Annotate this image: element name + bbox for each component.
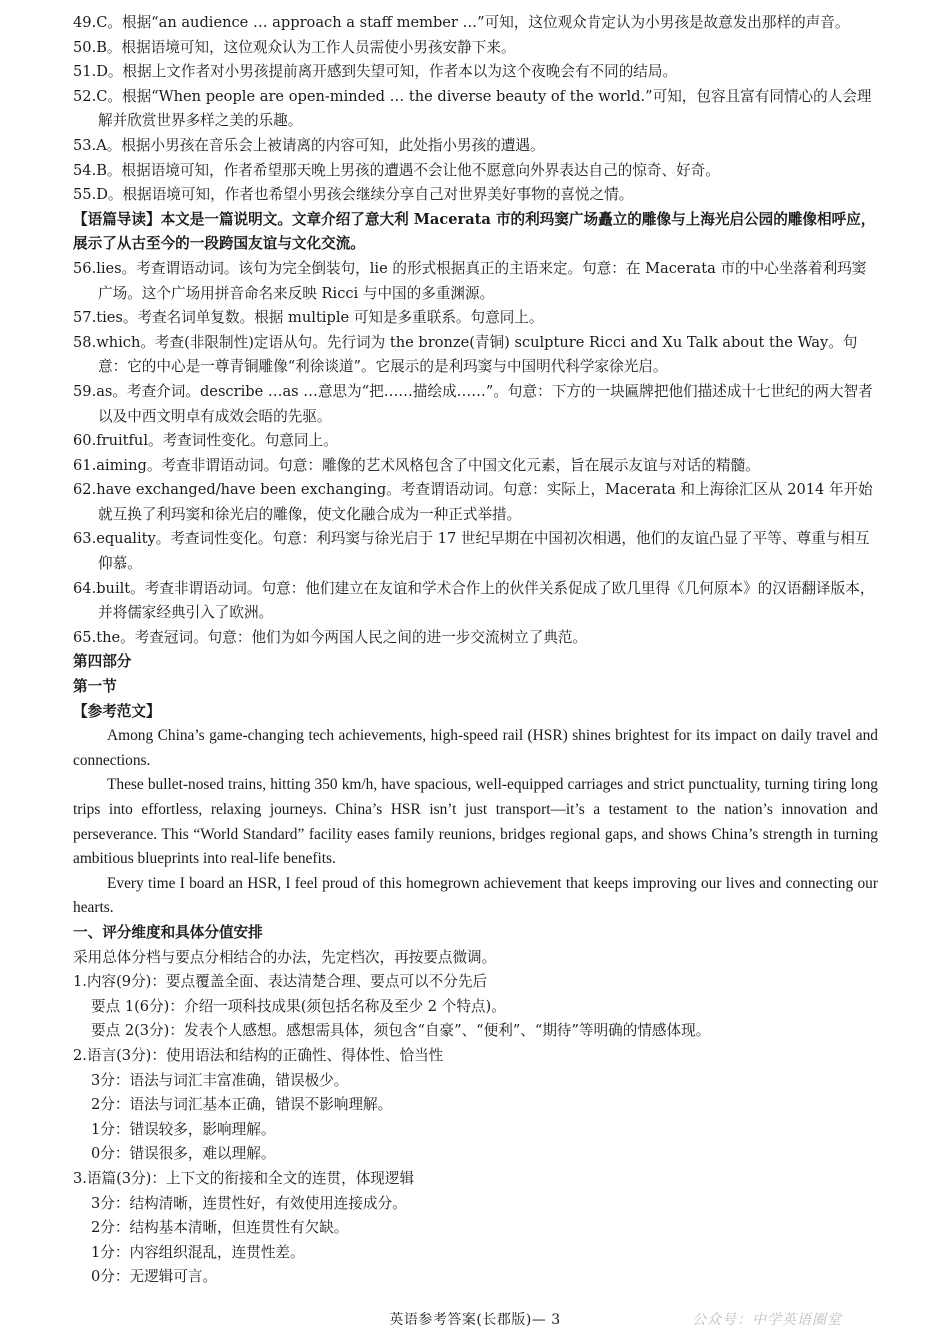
watermark: 公众号：中学英语圈堂 — [692, 1312, 842, 1328]
answer-item: 60.fruitful。考查词性变化。句意同上。 — [73, 432, 338, 450]
criterion-level: 3分：语法与词汇丰富准确，错误极少。 — [91, 1071, 349, 1089]
answer-item: 54.B。根据语境可知，作者希望那天晚上男孩的遭遇不会让他不愿意向外界表达自己的惊奇、好奇。 — [73, 161, 720, 179]
answer-item: 49.C。根据“an audience … approach a staff member …”可知，这位观众肯定认为小男孩是故意发出那样的声音。 — [73, 14, 850, 31]
answer-item: 64.built。考查非谓语动词。句意：他们建立在友谊和学术合作上的伙伴关系促成了欧几里得《几何原本》的汉语翻译版本，并将儒家经典引入了欧洲。 — [73, 579, 875, 622]
essay-paragraph: These bullet-nosed trains, hitting 350 km/h, have spacious, well-equipped carriages and strict punctuality, turning tiring long trips into effortless, relaxing journeys. China’s HSR isn’t just transport—it’s a testament to the nation’s innovation and perseverance. This “World Standard” facility eases family reunions, bridges regional gaps, and shows China’s strength in turning ambitious blueprints into real-life benefits. — [73, 776, 878, 868]
criterion-level: 2分：结构基本清晰，但连贯性有欠缺。 — [91, 1219, 349, 1237]
answer-item: 55.D。根据语境可知，作者也希望小男孩会继续分享自己对世界美好事物的喜悦之情。 — [73, 186, 634, 204]
essay-paragraph: Every time I board an HSR, I feel proud of this homegrown achievement that keeps improving our lives and connecting our hearts. — [73, 874, 878, 917]
answer-item: 50.B。根据语境可知，这位观众认为工作人员需使小男孩安静下来。 — [73, 38, 516, 56]
answer-item: 61.aiming。考查非谓语动词。句意：雕像的艺术风格包含了中国文化元素，旨在展示友谊与对话的精髓。 — [73, 456, 760, 474]
criterion-level: 0分：无逻辑可言。 — [91, 1268, 218, 1286]
criterion-point: 要点 2(3分)：发表个人感想。感想需具体，须包含“自豪”、“便利”、“期待”等明确的情感体现。 — [91, 1022, 711, 1040]
answer-item: 65.the。考查冠词。句意：他们为如今两国人民之间的进一步交流树立了典范。 — [73, 628, 588, 646]
answer-item: 56.lies。考查谓语动词。该句为完全倒装句，lie 的形式根据真正的主语来定。句意：在 Macerata 市的中心坐落着利玛窦广场。这个广场用拼音命名来反映 Ricci 与中国的多重渊源。 — [73, 259, 867, 302]
criterion-language: 2.语言(3分)：使用语法和结构的正确性、得体性、恰当性 — [73, 1046, 444, 1064]
answer-item: 57.ties。考查名词单复数。根据 multiple 可知是多重联系。句意同上。 — [73, 309, 544, 327]
criterion-level: 3分：结构清晰，连贯性好，有效使用连接成分。 — [91, 1194, 407, 1212]
sample-essay-heading: 【参考范文】 — [73, 702, 161, 720]
criterion-point: 要点 1(6分)：介绍一项科技成果(须包括名称及至少 2 个特点)。 — [91, 997, 506, 1015]
criterion-level: 1分：错误较多，影响理解。 — [91, 1120, 276, 1138]
answer-item: 62.have exchanged/have been exchanging。考查谓语动词。句意：实际上，Macerata 和上海徐汇区从 2014 年开始就互换了利玛窦和徐光启的雕像，使文化融合成为一种正式举措。 — [73, 481, 873, 523]
criterion-level: 1分：内容组织混乱，连贯性差。 — [91, 1243, 305, 1261]
answer-item: 52.C。根据“When people are open-minded … the diverse beauty of the world.”可知，包容且富有同情心的人会理解并欣赏世界多样之美的乐趣。 — [73, 87, 872, 130]
section-heading: 第一节 — [73, 678, 117, 696]
criterion-level: 0分：错误很多，难以理解。 — [91, 1145, 276, 1163]
scoring-heading: 一、评分维度和具体分值安排 — [73, 923, 263, 941]
answer-item: 51.D。根据上文作者对小男孩提前离开感到失望可知，作者本以为这个夜晚会有不同的结局。 — [73, 63, 678, 81]
part-heading: 第四部分 — [73, 653, 132, 671]
essay-paragraph: Among China’s game-changing tech achievements, high-speed rail (HSR) shines brightest for its impact on daily travel and connections. — [73, 727, 878, 769]
criterion-discourse: 3.语篇(3分)：上下文的衔接和全文的连贯，体现逻辑 — [73, 1169, 415, 1187]
footer-text: 英语参考答案(长郡版)— 3 — [389, 1312, 561, 1328]
answer-item: 59.as。考查介词。describe …as …意思为“把……描绘成……”。句意：下方的一块匾牌把他们描述成十七世纪的两大智者以及中西文明卓有成效会晤的先驱。 — [73, 382, 873, 425]
answer-item: 53.A。根据小男孩在音乐会上被请离的内容可知，此处指小男孩的遭遇。 — [73, 136, 545, 154]
criterion-level: 2分：语法与词汇基本正确，错误不影响理解。 — [91, 1096, 393, 1114]
answer-item: 58.which。考查(非限制性)定语从句。先行词为 the bronze(青铜) sculpture Ricci and Xu Talk about the Way。句意：它的中心是一尊青铜雕像“利徐谈道”。它展示的是利玛窦与中国明代科学家徐光启。 — [73, 333, 858, 376]
scoring-intro: 采用总体分档与要点分相结合的办法，先定档次，再按要点微调。 — [73, 948, 497, 966]
answer-item: 63.equality。考查词性变化。句意：利玛窦与徐光启于 17 世纪早期在中国初次相遇，他们的友谊凸显了平等、尊重与相互仰慕。 — [73, 530, 870, 573]
reading-guide: 【语篇导读】本文是一篇说明文。文章介绍了意大利 Macerata 市的利玛窦广场矗立的雕像与上海光启公园的雕像相呼应，展示了从古至今的一段跨国友谊与文化交流。 — [73, 210, 876, 253]
page-content — [73, 11, 878, 1290]
criterion-content: 1.内容(9分)：要点覆盖全面、表达清楚合理、要点可以不分先后 — [73, 973, 488, 991]
